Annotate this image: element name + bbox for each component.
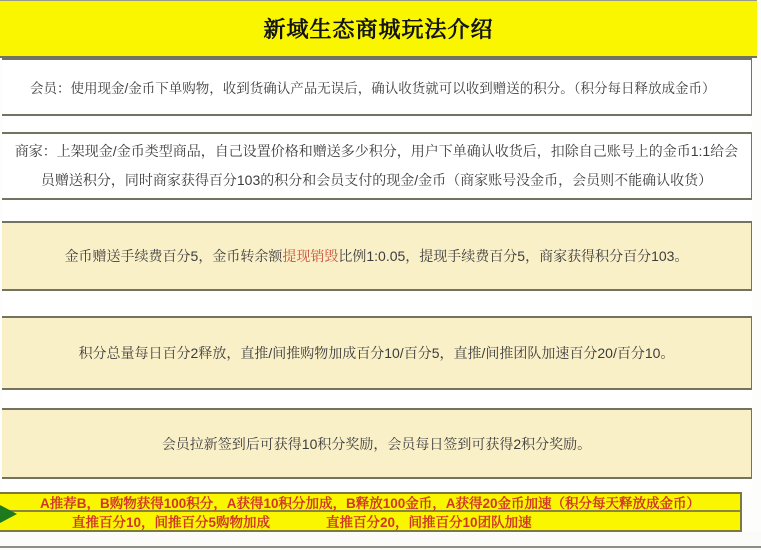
merchant-rule-row <box>2 132 752 200</box>
points-release-rule-text: 积分总量每日百分2释放，直推/间推购物加成百分10/百分5，直推/间推团队加速百分20/百分10。 <box>78 345 675 361</box>
bottom-border-line <box>0 546 761 548</box>
signin-reward-rule-text: 会员拉新签到后可获得10积分奖励，会员每日签到可获得2积分奖励。 <box>161 435 592 452</box>
referral-summary-line1: A推荐B，B购物获得100积分，A获得10积分加成，B释放100金币，A获得20金币加速（积分每天释放成金币） <box>0 494 740 512</box>
spacer-row-3 <box>2 291 752 316</box>
referral-summary-line2 <box>0 512 740 530</box>
spacer-row-2 <box>2 200 752 221</box>
spacer-row-4 <box>2 390 752 408</box>
gold-fee-text-post: 比例1:0.05，提现手续费百分5，商家获得积分百分103。 <box>338 248 689 264</box>
signin-reward-rule-row <box>2 408 752 479</box>
gold-fee-text-pre: 金币赠送手续费百分5，金币转余额 <box>64 248 283 264</box>
referral-line2-team-boost: 直推百分20，间推百分10团队加速 <box>326 515 532 530</box>
member-rule-row <box>2 58 752 116</box>
referral-summary-section <box>0 492 742 532</box>
gold-fee-rule-text <box>65 246 689 266</box>
referral-line2-purchase-bonus: 直推百分10，间推百分5购物加成 <box>72 515 271 530</box>
green-arrow-marker-icon <box>0 505 17 523</box>
spacer-row-1 <box>2 116 752 132</box>
gold-fee-highlight-text: 提现销毁 <box>282 248 339 264</box>
page-title: 新域生态商城玩法介绍 <box>263 17 494 42</box>
spacer-row-5 <box>2 479 752 492</box>
merchant-rule-text: 商家：上架现金/金币类型商品，自己设置价格和赠送多少积分，用户下单确认收货后，扣除自己账号上的金币1:1给会员赠送积分，同时商家获得百分103的积分和会员支付的现金/金币（商家账号没金币，会员则不能确认收货） <box>14 143 739 188</box>
member-rule-text: 会员：使用现金/金币下单购物，收到货确认产品无误后，确认收货就可以收到赠送的积分。（积分每日释放成金币） <box>30 81 716 96</box>
title-banner <box>0 0 757 58</box>
gold-fee-rule-row <box>2 221 752 291</box>
bottom-margin <box>0 532 761 550</box>
points-release-rule-row <box>2 316 752 390</box>
